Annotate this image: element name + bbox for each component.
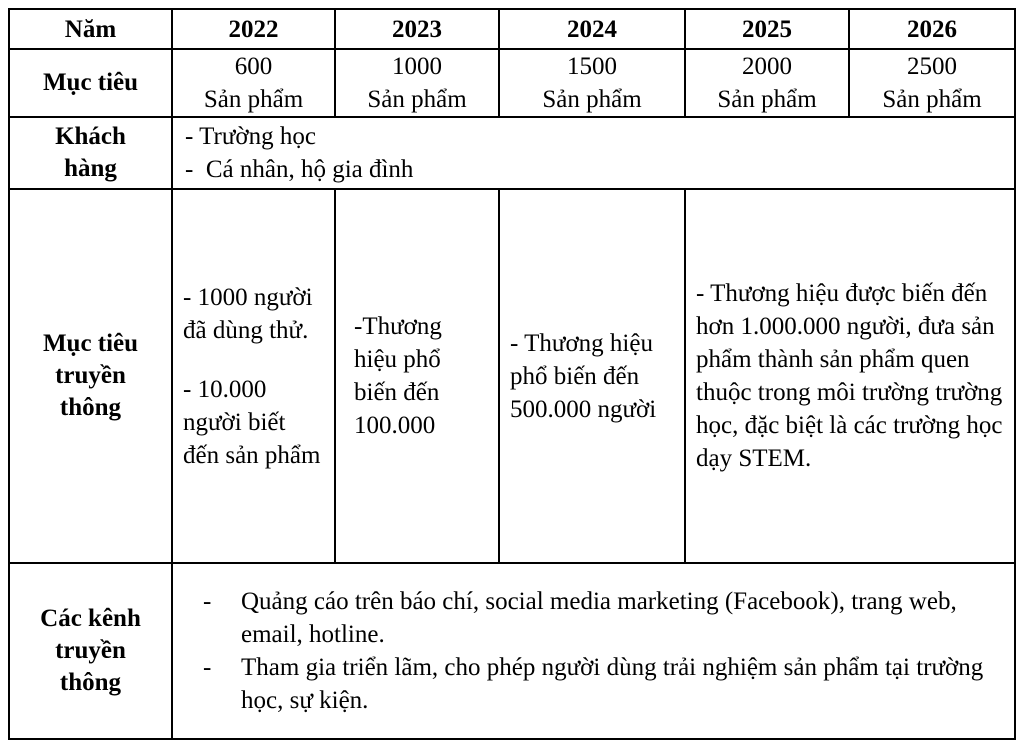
media-goal-2023-text: -Thương hiệu phổ biến đến 100.000 (354, 313, 442, 439)
media-goal-cell-2025-2026 (685, 189, 1015, 563)
channels-row-label (9, 563, 172, 739)
goal-qty: 2000 (742, 53, 792, 80)
media-goal-cell-2023 (335, 189, 499, 563)
customers-row-label (9, 117, 172, 189)
media-goal-2024-text: - Thương hiệu phổ biến đến 500.000 người (510, 329, 657, 423)
channels-label-line: Các kênh (40, 605, 141, 632)
media-goal-cell-2024 (499, 189, 685, 563)
year-2026-header: 2026 (849, 9, 1015, 49)
media-goal-cell-2022 (172, 189, 335, 563)
customer-item: - Trường học (185, 123, 316, 150)
year-header-label: Năm (9, 9, 172, 49)
channel-item: - Quảng cáo trên báo chí, social media marketing (Facebook), trang web, email, hotline. (203, 585, 1006, 651)
media-goal-label-line: Mục tiêu (42, 330, 139, 357)
goal-cell-2024 (499, 49, 685, 117)
customers-row (9, 117, 1015, 189)
goal-cell-2023 (335, 49, 499, 117)
year-2023-header: 2023 (335, 9, 499, 49)
goal-qty: 1000 (392, 53, 442, 80)
year-2022-header: 2022 (172, 9, 335, 49)
goal-unit: Sản phẩm (203, 86, 304, 113)
media-goal-row-label (9, 189, 172, 563)
goal-row (9, 49, 1015, 117)
header-row (9, 9, 1015, 49)
media-goal-2022-awareness: - 10.000 người biết đến sản phẩm (183, 375, 321, 469)
media-goal-label-line: truyền (55, 362, 126, 389)
goal-cell-2025 (685, 49, 849, 117)
media-goal-2022-trial: - 1000 người đã dùng thử. (183, 283, 313, 344)
goal-cell-2022 (172, 49, 335, 117)
media-goal-row (9, 189, 1015, 563)
customers-label-line: Khách (55, 123, 126, 150)
goal-cell-2026 (849, 49, 1015, 117)
goal-unit: Sản phẩm (367, 86, 467, 113)
customers-cell (172, 117, 1015, 189)
goal-unit: Sản phẩm (542, 86, 642, 113)
goal-qty: 2500 (907, 53, 957, 80)
customers-label-line: hàng (64, 155, 117, 182)
channels-row (9, 563, 1015, 739)
channels-list (173, 585, 1014, 717)
goal-qty: 600 (234, 53, 273, 80)
goal-unit: Sản phẩm (882, 86, 982, 113)
year-2024-header: 2024 (499, 9, 685, 49)
goal-row-label: Mục tiêu (9, 49, 172, 117)
media-goal-label-line: thông (59, 394, 122, 421)
channels-cell (172, 563, 1015, 739)
channels-label-line: thông (59, 669, 122, 696)
media-goal-2025-2026-text: - Thương hiệu được biến đến hơn 1.000.000 người, đưa sản phẩm thành sản phẩm quen thuộc trong môi trường trường học, đặc biệt là các trường học dạy STEM. (696, 280, 1003, 472)
marketing-plan-table (8, 8, 1016, 740)
channel-item: - Tham gia triển lãm, cho phép người dùng trải nghiệm sản phẩm tại trường học, sự kiện. (203, 651, 1006, 717)
year-2025-header: 2025 (685, 9, 849, 49)
goal-qty: 1500 (567, 53, 617, 80)
goal-unit: Sản phẩm (717, 86, 817, 113)
channels-label-line: truyền (55, 637, 126, 664)
customer-item: - Cá nhân, hộ gia đình (185, 156, 414, 183)
